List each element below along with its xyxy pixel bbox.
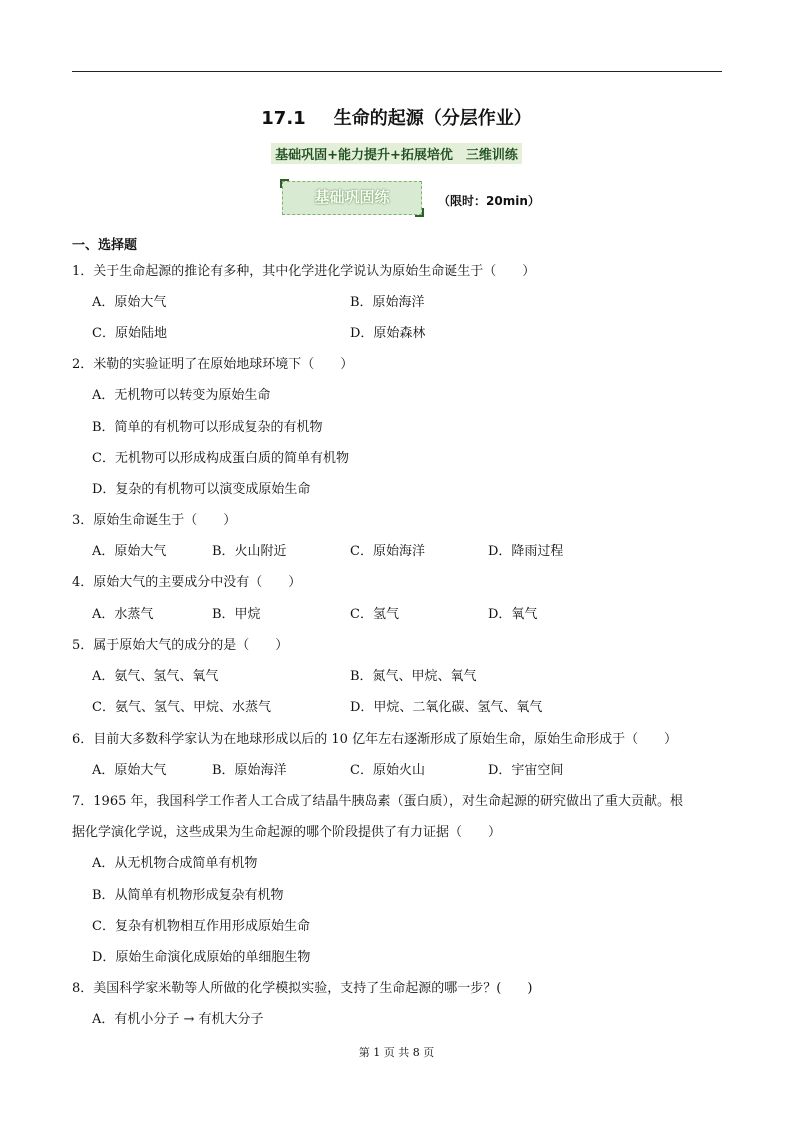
question-1-stem: 1．关于生命起源的推论有多种，其中化学进化学说认为原始生命诞生于（ ） (72, 264, 536, 279)
question-5-stem: 5．属于原始大气的成分的是（ ） (72, 638, 289, 653)
subtitle (0, 143, 793, 164)
question-7-stem-line-2: 据化学演化学说，这些成果为生命起源的哪个阶段提供了有力证据（ ） (72, 825, 502, 840)
badge-corner-bottom-right (415, 208, 424, 217)
page-title (0, 104, 793, 130)
question-2-option-d: D．复杂的有机物可以演变成原始生命 (92, 482, 311, 497)
question-8-option-a: A．有机小分子 → 有机大分子 (92, 1012, 264, 1027)
question-7-option-d: D．原始生命演化成原始的单细胞生物 (92, 950, 311, 965)
question-3-option-b: B．火山附近 (212, 544, 287, 559)
question-6-option-d: D．宇宙空间 (488, 763, 564, 778)
practice-badge (282, 181, 422, 215)
subtitle-text: 基础巩固+能力提升+拓展培优 三维训练 (271, 143, 522, 164)
question-7-stem-line-1: 7．1965 年，我国科学工作者人工合成了结晶牛胰岛素（蛋白质），对生命起源的研究做出了重大贡献。根 (72, 794, 683, 809)
question-7-option-c: C．复杂有机物相互作用形成原始生命 (92, 919, 310, 934)
question-5-option-d: D．甲烷、二氧化碳、氢气、氧气 (350, 700, 543, 715)
question-4-option-a: A．水蒸气 (92, 607, 154, 622)
question-4-option-b: B．甲烷 (212, 607, 261, 622)
lesson-number: 17.1 (261, 108, 306, 129)
question-6-option-c: C．原始火山 (350, 763, 425, 778)
time-limit: （限时：20min） (438, 194, 540, 208)
question-1-option-a: A．原始大气 (92, 295, 167, 310)
question-2-option-a: A．无机物可以转变为原始生命 (92, 388, 271, 403)
header-rule (72, 71, 722, 72)
question-6-option-b: B．原始海洋 (212, 763, 287, 778)
question-5-option-c: C．氨气、氢气、甲烷、水蒸气 (92, 700, 271, 715)
question-4-stem: 4．原始大气的主要成分中没有（ ） (72, 575, 302, 590)
question-3-option-d: D．降雨过程 (488, 544, 564, 559)
question-2-option-b: B．简单的有机物可以形成复杂的有机物 (92, 420, 323, 435)
lesson-title: 生命的起源（分层作业） (333, 108, 532, 129)
question-4-option-c: C．氢气 (350, 607, 399, 622)
question-2-stem: 2．米勒的实验证明了在原始地球环境下（ ） (72, 357, 354, 372)
question-7-option-a: A．从无机物合成简单有机物 (92, 856, 258, 871)
question-7-option-b: B．从简单有机物形成复杂有机物 (92, 888, 284, 903)
section-heading: 一、选择题 (72, 238, 138, 253)
question-5-option-b: B．氮气、甲烷、氧气 (350, 669, 477, 684)
question-8-stem: 8．美国科学家米勒等人所做的化学模拟实验，支持了生命起源的哪一步？( ) (72, 981, 533, 996)
question-6-stem: 6．目前大多数科学家认为在地球形成以后的 10 亿年左右逐渐形成了原始生命，原始生命形成于（ ） (72, 732, 678, 747)
question-4-option-d: D．氧气 (488, 607, 538, 622)
question-1-option-b: B．原始海洋 (350, 295, 425, 310)
question-5-option-a: A．氨气、氢气、氧气 (92, 669, 219, 684)
question-1-option-c: C．原始陆地 (92, 326, 167, 341)
question-3-option-c: C．原始海洋 (350, 544, 425, 559)
question-1-option-d: D．原始森林 (350, 326, 426, 341)
badge-corner-top-left (280, 179, 289, 188)
question-6-option-a: A．原始大气 (92, 763, 167, 778)
question-3-stem: 3．原始生命诞生于（ ） (72, 513, 237, 528)
question-2-option-c: C．无机物可以形成构成蛋白质的简单有机物 (92, 451, 349, 466)
page-footer: 第 1 页 共 8 页 (358, 1046, 435, 1059)
badge-label: 基础巩固练 (282, 181, 422, 215)
question-3-option-a: A．原始大气 (92, 544, 167, 559)
